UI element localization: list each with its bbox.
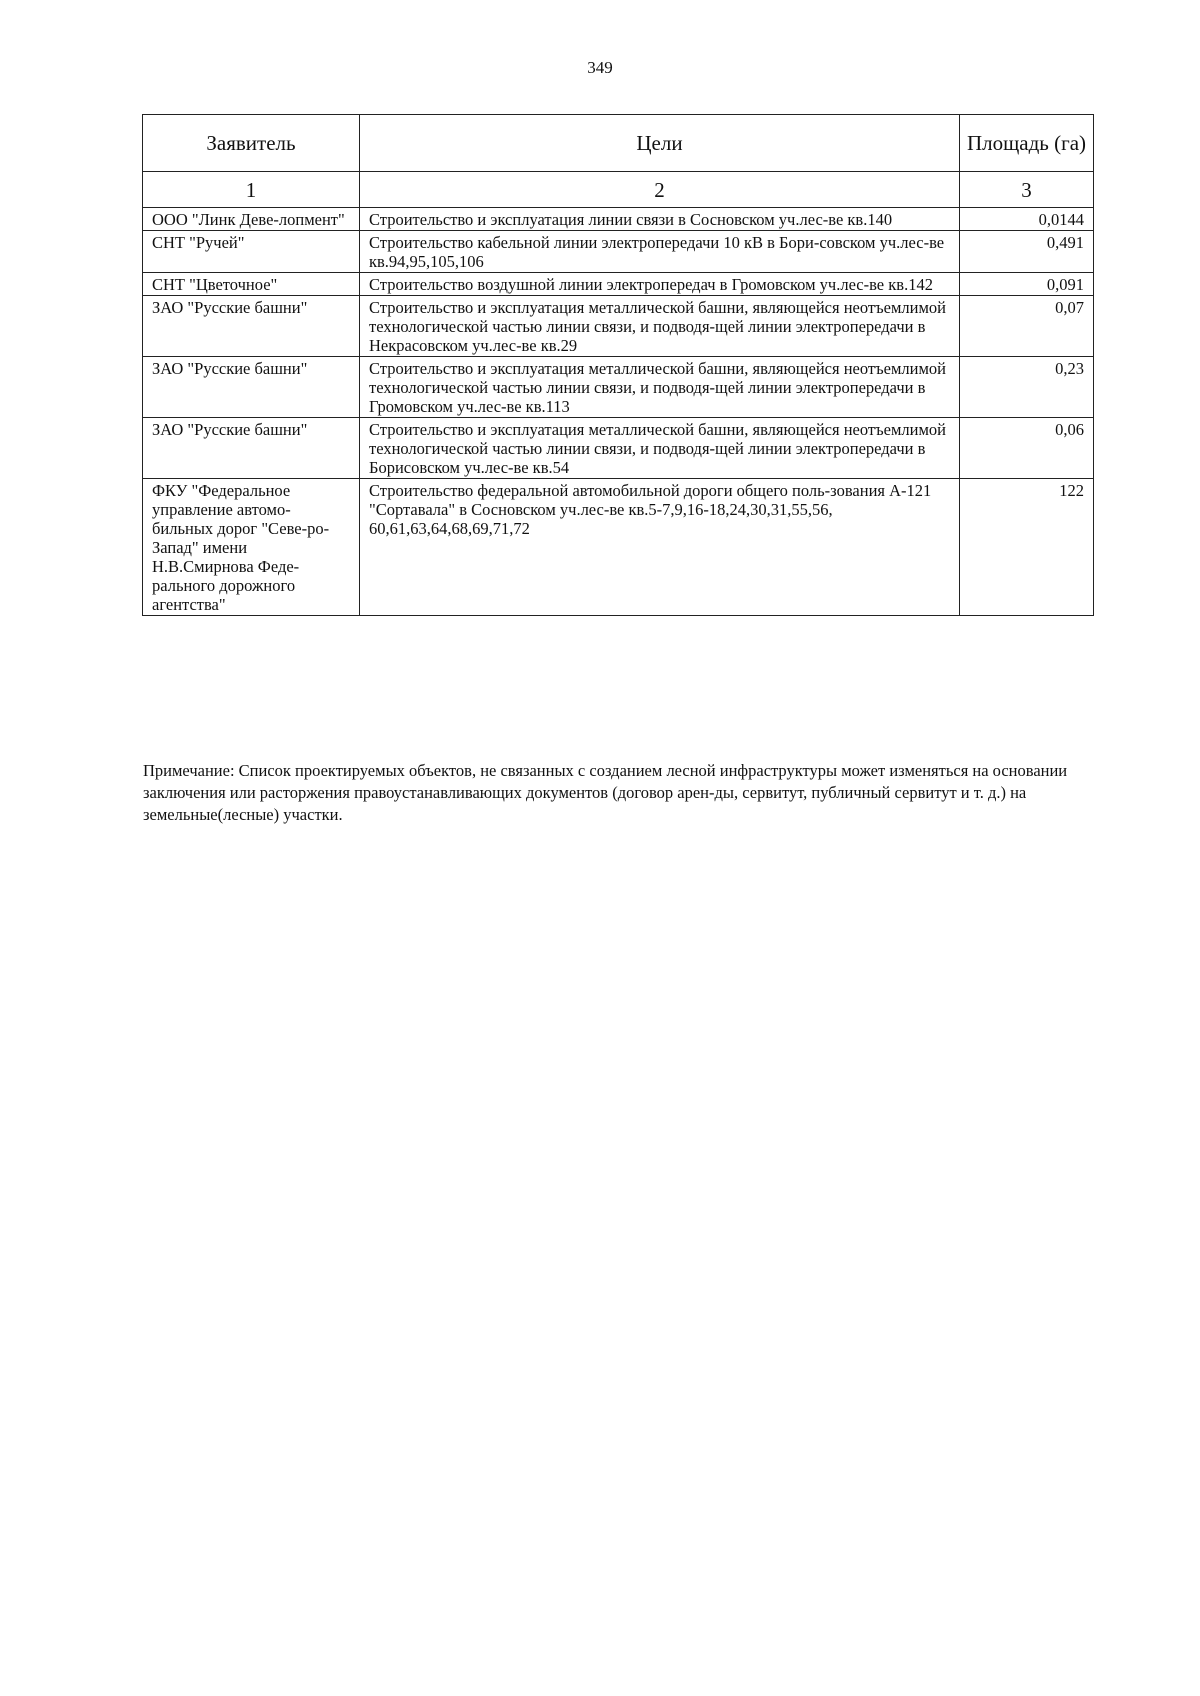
- page-number: 349: [587, 58, 613, 77]
- applicant-cell: СНТ "Цветочное": [143, 273, 360, 296]
- purpose-cell: Строительство и эксплуатация металлической башни, являющейся неотъемлимой технологической частью линии связи, и подводя-щей линии электропередачи в Борисовском уч.лес-ве кв.54: [360, 418, 960, 479]
- header-applicant: Заявитель: [143, 115, 360, 172]
- footnote: Примечание: Список проектируемых объектов, не связанных с созданием лесной инфраструктуры может изменяться на основании заключения или расторжения правоустанавливающих документов (договор арен-ды, сервитут, публичный сервитут и т. д.) на земельные(лесные) участки.: [143, 761, 1068, 824]
- applicant-cell: ООО "Линк Деве-лопмент": [143, 208, 360, 231]
- applicant-cell: ЗАО "Русские башни": [143, 418, 360, 479]
- column-number: 1: [143, 172, 360, 208]
- purpose-cell: Строительство и эксплуатация металлической башни, являющейся неотъемлимой технологической частью линии связи, и подводя-щей линии электропередачи в Громовском уч.лес-ве кв.113: [360, 357, 960, 418]
- table-row: [143, 273, 1094, 296]
- table-row: [143, 418, 1094, 479]
- purpose-cell: Строительство и эксплуатация металлической башни, являющейся неотъемлимой технологической частью линии связи, и подводя-щей линии электропередачи в Некрасовском уч.лес-ве кв.29: [360, 296, 960, 357]
- area-cell: 122: [960, 479, 1094, 616]
- table-header-row: [143, 115, 1094, 172]
- purpose-cell: Строительство воздушной линии электропередач в Громовском уч.лес-ве кв.142: [360, 273, 960, 296]
- table-row: [143, 357, 1094, 418]
- purpose-cell: Строительство кабельной линии электропередачи 10 кВ в Бори-совском уч.лес-ве кв.94,95,105,106: [360, 231, 960, 273]
- header-purpose: Цели: [360, 115, 960, 172]
- column-number-row: [143, 172, 1094, 208]
- area-cell: 0,23: [960, 357, 1094, 418]
- area-cell: 0,07: [960, 296, 1094, 357]
- table-row: [143, 231, 1094, 273]
- column-number: 3: [960, 172, 1094, 208]
- table-row: [143, 208, 1094, 231]
- area-cell: 0,06: [960, 418, 1094, 479]
- column-number: 2: [360, 172, 960, 208]
- applicant-cell: ЗАО "Русские башни": [143, 296, 360, 357]
- purpose-cell: Строительство федеральной автомобильной дороги общего поль-зования А-121 "Сортавала" в Сосновском уч.лес-ве кв.5-7,9,16-18,24,30,31,55,56, 60,61,63,64,68,69,71,72: [360, 479, 960, 616]
- applicant-cell: ФКУ "Федеральное управление автомо-бильных дорог "Севе-ро-Запад" имени Н.В.Смирнова Феде-рального дорожного агентства": [143, 479, 360, 616]
- header-area: Площадь (га): [960, 115, 1094, 172]
- objects-table: [142, 114, 1094, 616]
- table-row: [143, 296, 1094, 357]
- area-cell: 0,091: [960, 273, 1094, 296]
- purpose-cell: Строительство и эксплуатация линии связи в Сосновском уч.лес-ве кв.140: [360, 208, 960, 231]
- table-row: [143, 479, 1094, 616]
- applicant-cell: ЗАО "Русские башни": [143, 357, 360, 418]
- applicant-cell: СНТ "Ручей": [143, 231, 360, 273]
- area-cell: 0,491: [960, 231, 1094, 273]
- area-cell: 0,0144: [960, 208, 1094, 231]
